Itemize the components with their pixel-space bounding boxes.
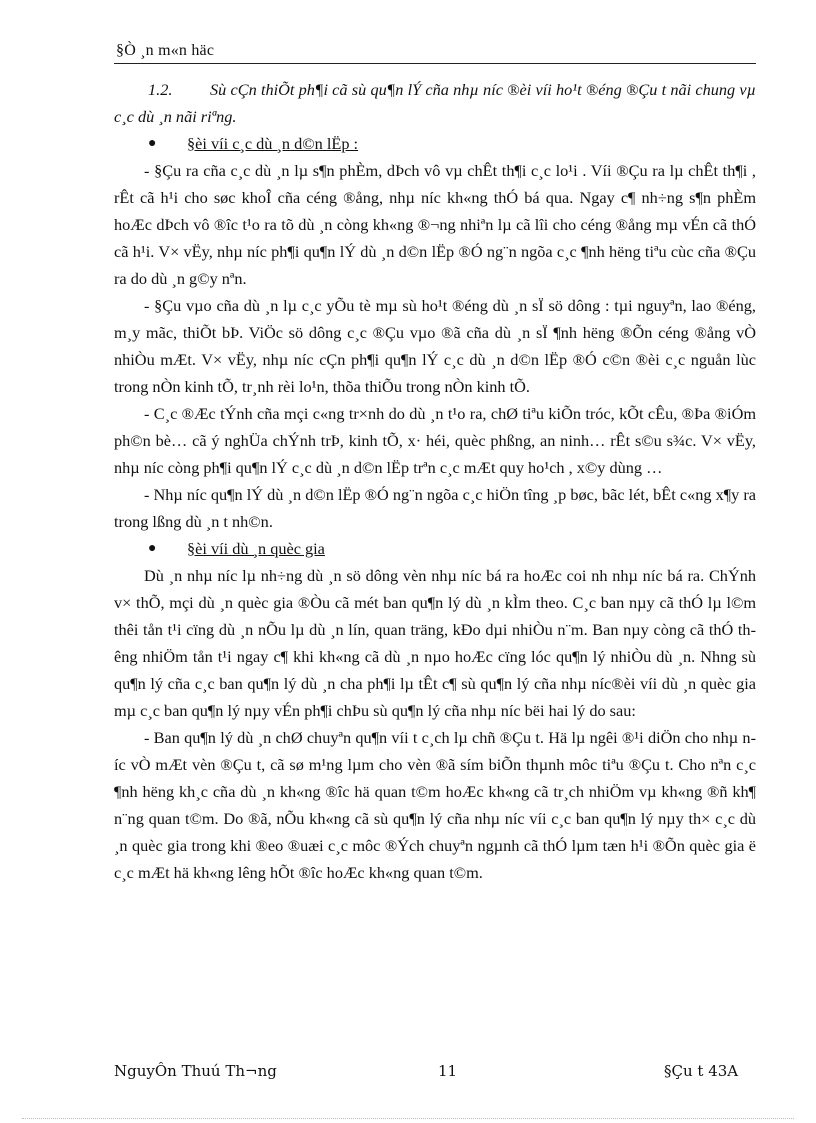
section-heading — [114, 76, 756, 130]
page-edge-divider — [22, 1118, 794, 1119]
paragraph-characteristics: - C¸c ®Æc tÝnh cña mçi c«ng tr×nh do dù ¸n t¹o ra, chØ tiªu kiÕn tróc, kÕt cÊu, ®Þa ®iÓm ph©n bè… cã ý nghÜa chÝnh trÞ, kinh tÕ, x· héi, quèc phßng, an ninh… rÊt s©u s¾c. V× vËy, nhµ níc còng ph¶i qu¶n lÝ c¸c dù ¸n d©n lËp trªn c¸c mÆt quy ho¹ch , x©y dùng … — [114, 404, 756, 477]
bullet-heading-private-projects — [114, 130, 756, 157]
paragraph-inputs: - §Çu vµo cña dù ¸n lµ c¸c yÕu tè mµ sù ho¹t ®éng dù ¸n sÏ sö dông : tµi nguyªn, lao ®éng, m¸y mãc, thiÕt bÞ. ViÖc sö dông c¸c ®Çu vµo ®ã cña dù ¸n sÏ ¶nh hëng ®Õn céng ®ång vÒ nhiÒu mÆt. V× vËy, nhµ níc cÇn ph¶i qu¶n lÝ c¸c dù ¸n d©n lËp ®Ó c©n ®èi c¸c nguån lùc trong nÒn kinh tÕ, tr¸nh rèi lo¹n, thõa thiÕu trong nÒn kinh tÕ. — [114, 296, 756, 396]
bullet-heading-national-projects — [114, 535, 756, 562]
paragraph-prevention: - Nhµ níc qu¶n lÝ dù ¸n d©n lËp ®Ó ng¨n ngõa c¸c hiÖn tîng ¸p bøc, bãc lét, bÊt c«ng x¶y ra trong lßng dù ¸n t nh©n. — [114, 485, 756, 531]
bullet-icon: ● — [148, 541, 157, 556]
paragraph-outputs: - §Çu ra cña c¸c dù ¸n lµ s¶n phÈm, dÞch vô vµ chÊt th¶i c¸c lo¹i . Víi ®Çu ra lµ chÊt th¶i , rÊt cã h¹i cho søc khoÎ cña céng ®ång, nhµ níc kh«ng thÓ bá qua. Ngay c¶ nh÷ng s¶n phÈm hoÆc dÞch vô ®îc t¹o ra tõ dù ¸n còng kh«ng ®¬ng nhiªn lµ cã lîi cho céng ®ång mµ vÉn cã thÓ cã h¹i. V× vËy, nhµ níc ph¶i qu¶n lÝ dù ¸n d©n lËp ®Ó ng¨n ngõa c¸c ¶nh hëng tiªu cùc cña ®Çu ra do dù ¸n g©y nªn. — [114, 161, 756, 288]
document-body — [114, 76, 756, 886]
section-title: Sù cÇn thiÕt ph¶i cã sù qu¶n lÝ cña nhµ níc ®èi víi ho¹t ®éng ®Çu t nãi chung vµ c¸c dù ¸n nãi riªng. — [114, 80, 756, 126]
bullet-label: §èi víi c¸c dù ¸n d©n lËp : — [187, 134, 359, 153]
paragraph-national-projects: Dù ¸n nhµ níc lµ nh÷ng dù ¸n sö dông vèn nhµ níc bá ra hoÆc coi nh nhµ níc bá ra. ChÝnh v× thÕ, mçi dù ¸n quèc gia ®Òu cã mét ban qu¶n lý dù ¸n kÌm theo. C¸c ban nµy cã thÓ lµ l©m thêi tån t¹i cïng dù ¸n nÕu lµ dù ¸n lín, quan träng, kÐo dµi nhiÒu n¨m. Ban nµy còng cã thÓ thêng nhiÖm tån t¹i ngay c¶ khi kh«ng cã dù ¸n nµo hoÆc cïng lóc qu¶n lý nhiÒu dù ¸n. Nhng sù qu¶n lý cña c¸c ban qu¶n lý dù ¸n cha ph¶i lµ tÊt c¶ sù qu¶n lý cña nhµ níc®èi víi dù ¸n quèc gia mµ c¸c ban qu¶n lý nµy vÉn ph¶i chÞu sù qu¶n lý cña nhµ níc bëi hai lý do sau: — [114, 566, 756, 720]
footer-page-number: 11 — [438, 1062, 458, 1080]
bullet-label: §èi víi dù ¸n quèc gia — [187, 539, 325, 558]
footer-class: §Çu t 43A — [664, 1062, 739, 1080]
paragraph-management-board: - Ban qu¶n lý dù ¸n chØ chuyªn qu¶n víi t c¸ch lµ chñ ®Çu t. Hä lµ ngêi ®¹i diÖn cho nhµ níc vÒ mÆt vèn ®Çu t, cã sø m¹ng lµm cho vèn ®ã sím biÕn thµnh môc tiªu ®Çu t. Cho nªn c¸c ¶nh hëng kh¸c cña dù ¸n kh«ng ®îc hä quan t©m hoÆc kh«ng cã tr¸ch nhiÖm vµ kh«ng ®ñ kh¶ n¨ng quan t©m. Do ®ã, nÕu kh«ng cã sù qu¶n lý cña nhµ níc víi c¸c ban qu¶n lý nµy th× c¸c dù ¸n quèc gia trong khi ®eo ®uæi c¸c môc ®Ých chuyªn ngµnh cã thÓ lµm tæn h¹i ®Õn quèc gia ë c¸c mÆt hä kh«ng lêng hÕt ®îc hoÆc kh«ng quan t©m. — [114, 728, 756, 882]
section-number: 1.2. — [148, 80, 173, 99]
footer-author: NguyÔn Thuú Th¬ng — [114, 1062, 277, 1080]
header-divider — [114, 63, 756, 64]
bullet-icon: ● — [148, 136, 157, 151]
page-header-title: §Ò ¸n m«n häc — [116, 42, 215, 59]
